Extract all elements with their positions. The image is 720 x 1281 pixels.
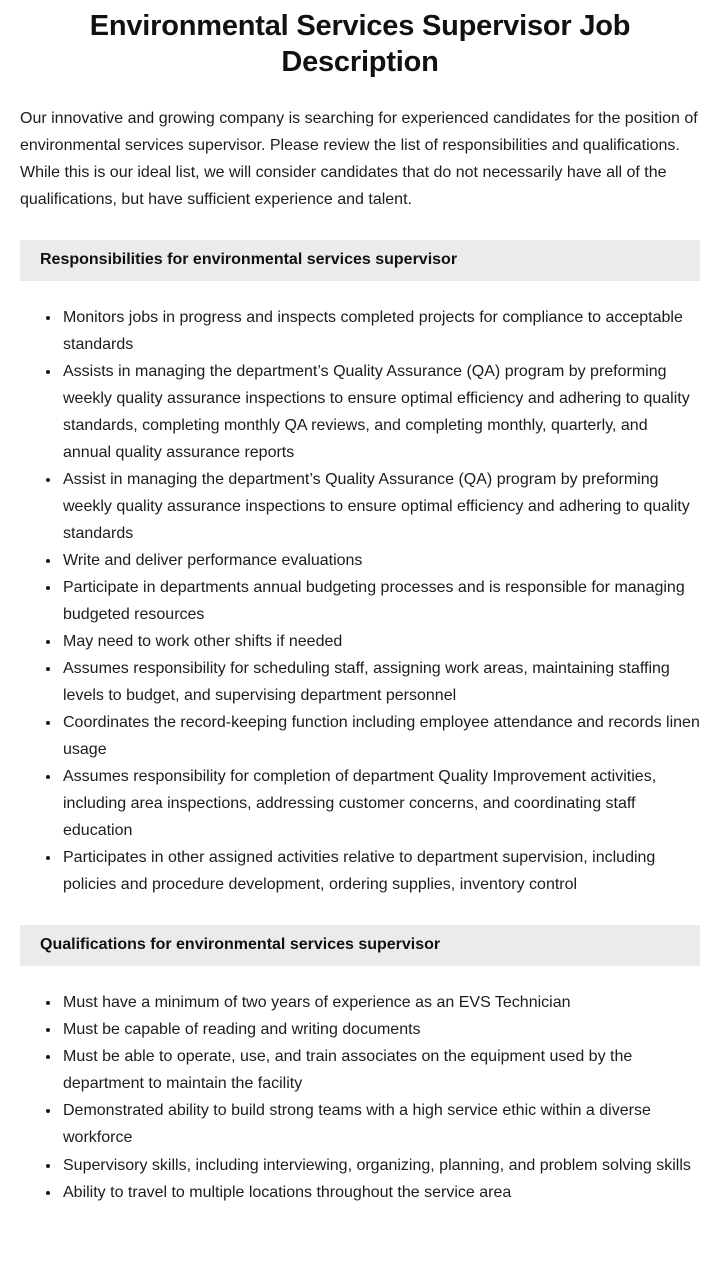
list-item: • Must be able to operate, use, and train associates on the equipment used by the department to maintain the facility (61, 1043, 700, 1097)
list-item: • Assists in managing the department’s Quality Assurance (QA) program by preforming weekly quality assurance inspections to ensure optimal efficiency and adhering to quality standards, completing monthly QA reviews, and completing monthly, quarterly, and annual quality assurance reports (61, 358, 700, 466)
list-item: • May need to work other shifts if needed (61, 628, 700, 655)
section-heading-qualifications: Qualifications for environmental services supervisor (20, 925, 700, 966)
list-item: • Monitors jobs in progress and inspects completed projects for compliance to acceptable standards (61, 304, 700, 358)
list-item: • Demonstrated ability to build strong teams with a high service ethic within a diverse workforce (61, 1097, 700, 1151)
list-item: • Assumes responsibility for scheduling staff, assigning work areas, maintaining staffing levels to budget, and supervising department personnel (61, 655, 700, 709)
list-item: • Must have a minimum of two years of experience as an EVS Technician (61, 989, 700, 1016)
qualifications-list (20, 989, 700, 1205)
section-heading-responsibilities: Responsibilities for environmental services supervisor (20, 240, 700, 281)
list-item: • Ability to travel to multiple locations throughout the service area (61, 1179, 700, 1206)
list-item: • Assumes responsibility for completion of department Quality Improvement activities, including area inspections, addressing customer concerns, and coordinating staff education (61, 763, 700, 844)
list-item: • Write and deliver performance evaluations (61, 547, 700, 574)
page-title: Environmental Services Supervisor Job Description (89, 10, 631, 79)
list-item: • Assist in managing the department’s Quality Assurance (QA) program by preforming weekly quality assurance inspections to ensure optimal efficiency and adhering to quality standards (61, 466, 700, 547)
responsibilities-list (20, 304, 700, 899)
intro-paragraph: Our innovative and growing company is searching for experienced candidates for the position of environmental services supervisor. Please review the list of responsibilities and qualifications. While this is our ideal list, we will consider candidates that do not necessarily have all of the qualifications, but have sufficient experience and talent. (20, 109, 698, 208)
list-item: • Must be capable of reading and writing documents (61, 1016, 700, 1043)
list-item: • Participate in departments annual budgeting processes and is responsible for managing budgeted resources (61, 574, 700, 628)
list-item: • Coordinates the record-keeping function including employee attendance and records linen usage (61, 709, 700, 763)
list-item: • Participates in other assigned activities relative to department supervision, including policies and procedure development, ordering supplies, inventory control (61, 844, 700, 898)
list-item: • Supervisory skills, including interviewing, organizing, planning, and problem solving skills (61, 1152, 700, 1179)
